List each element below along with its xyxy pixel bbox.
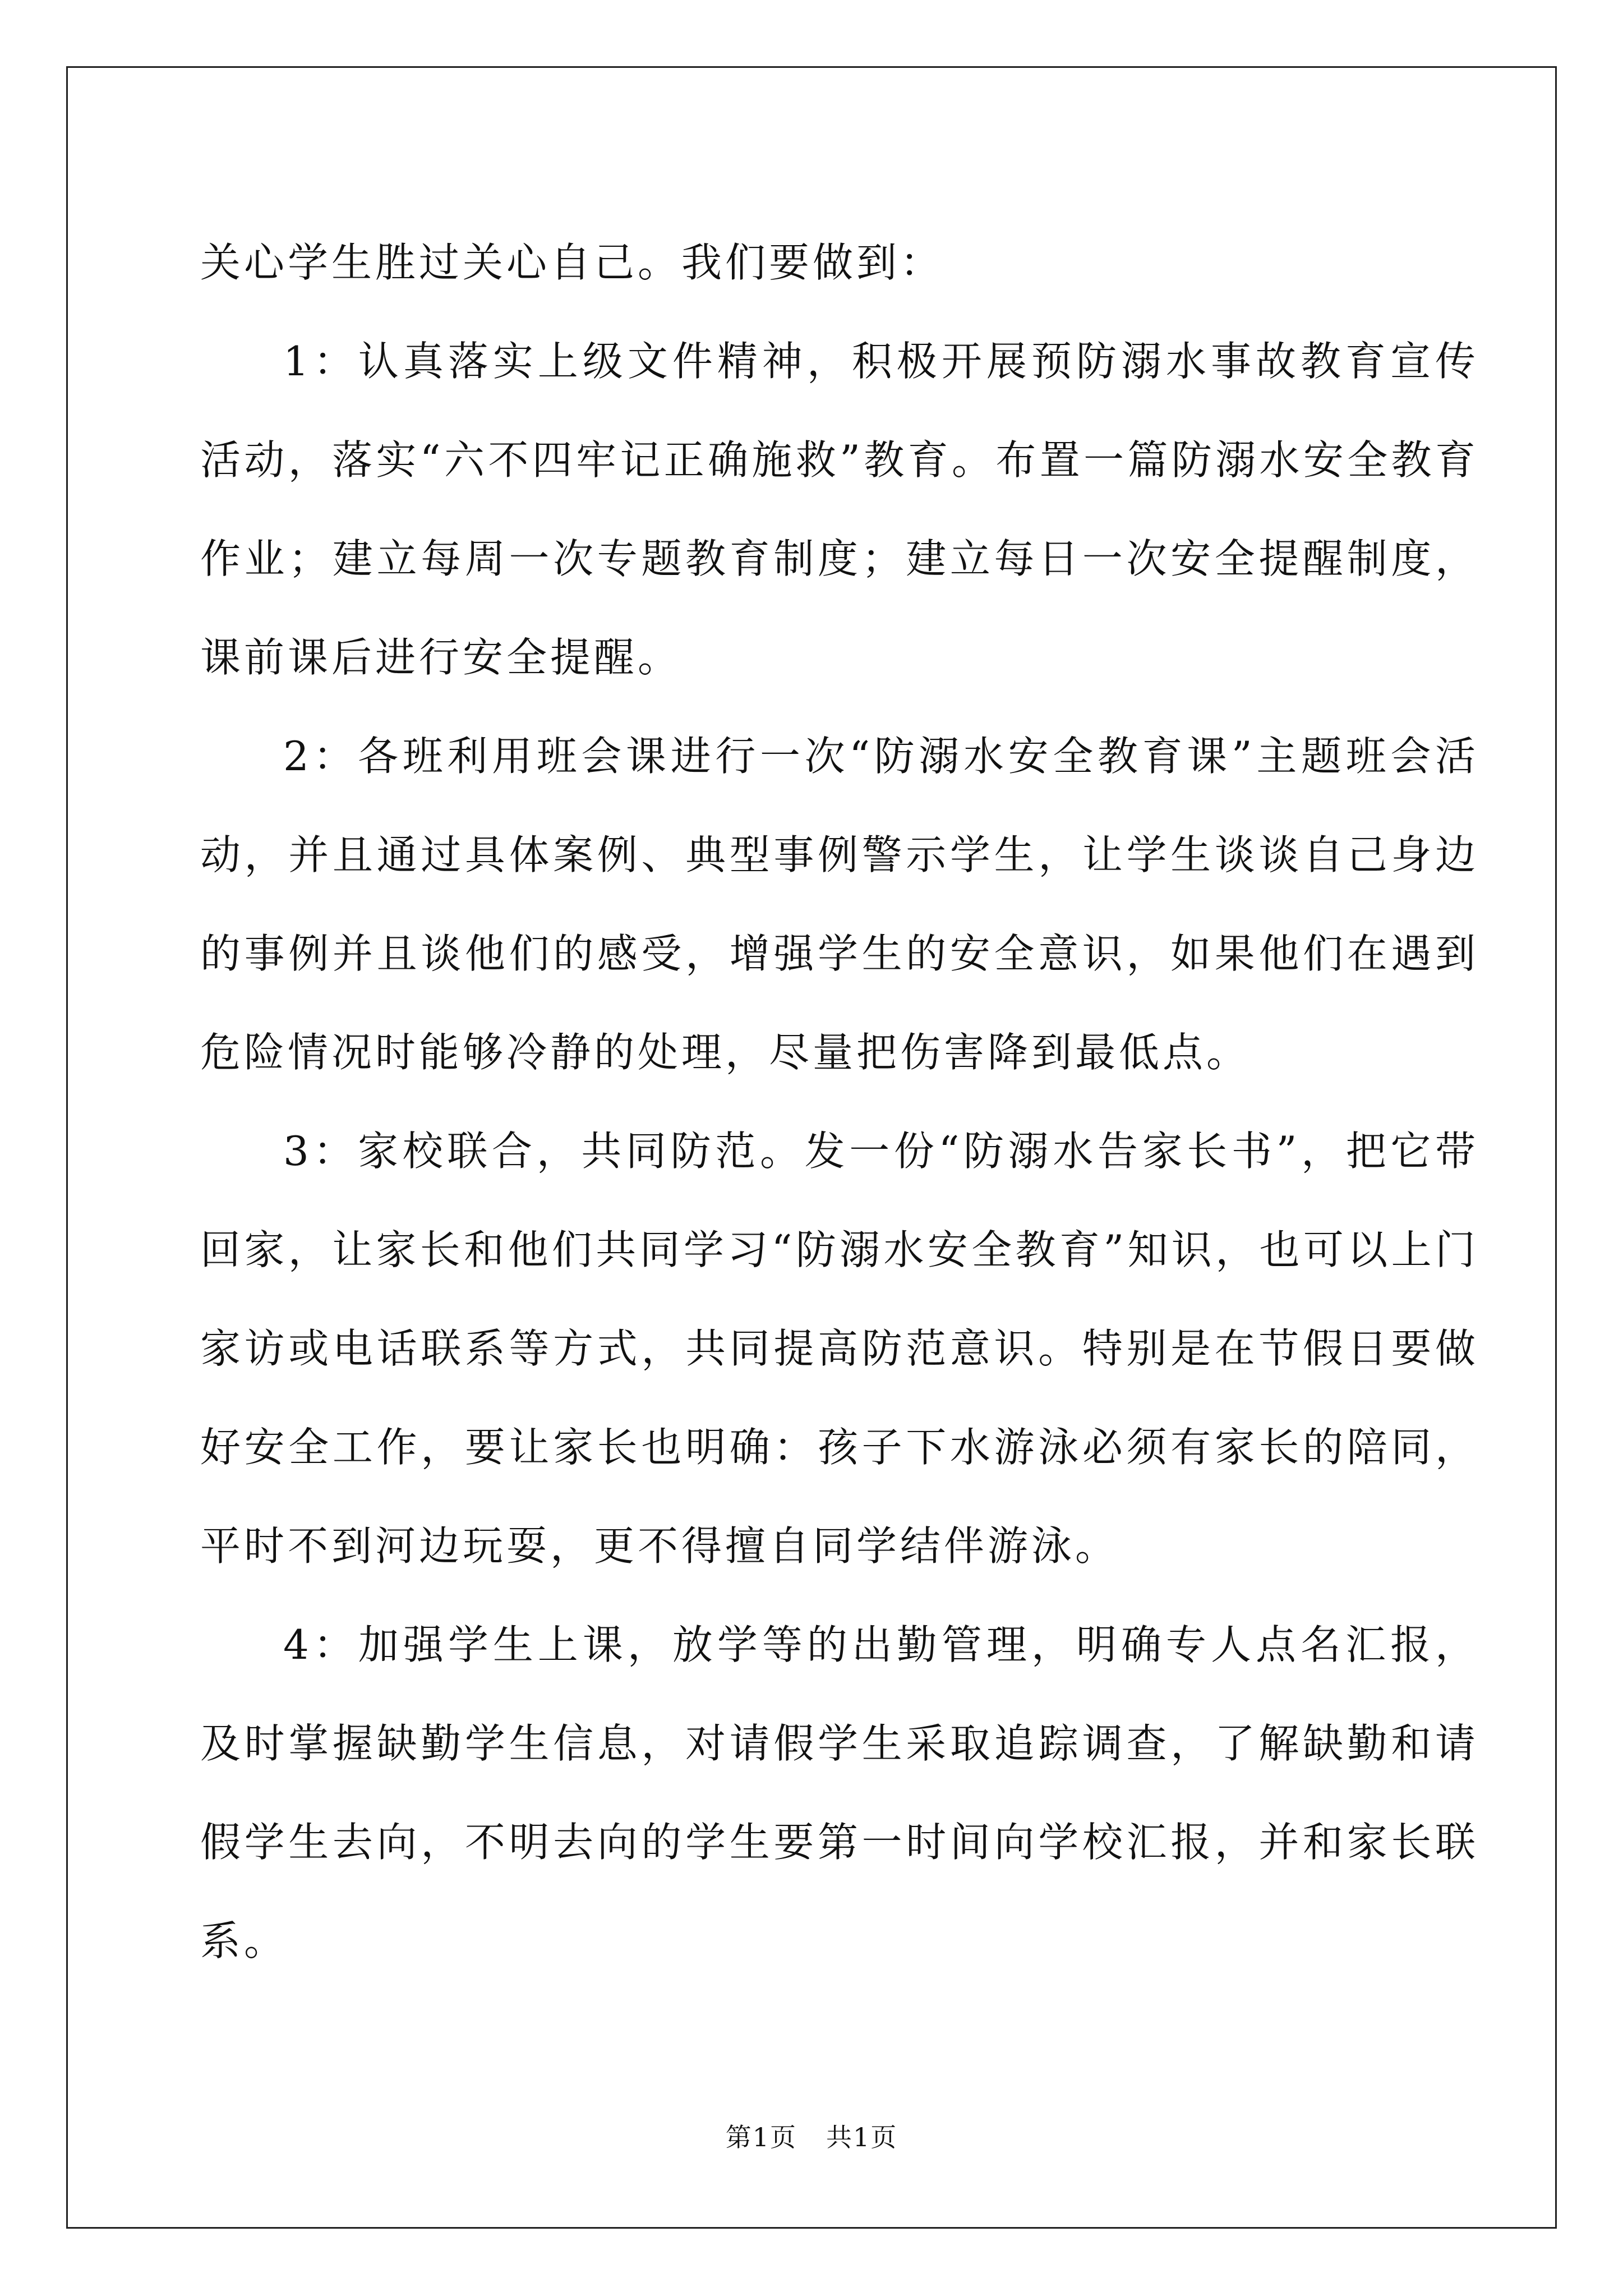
paragraph-item-2: 2：各班利用班会课进行一次“防溺水安全教育课”主题班会活动，并且通过具体案例、典型事例警示学生，让学生谈谈自己身边的事例并且谈他们的感受，增强学生的安全意识，如果他们在遇到危险情况时能够冷静的处理，尽量把伤害降到最低点。 <box>200 733 1479 1076</box>
paragraph-intro: 关心学生胜过关心自己。我们要做到： <box>200 239 944 286</box>
paragraph-item-3: 3：家校联合，共同防范。发一份“防溺水告家长书”，把它带回家，让家长和他们共同学习“防溺水安全教育”知识，也可以上门家访或电话联系等方式，共同提高防范意识。特别是在节假日要做好安全工作，要让家长也明确：孩子下水游泳必须有家长的陪同，平时不到河边玩耍，更不得擅自同学结伴游泳。 <box>200 1128 1479 1570</box>
page-number-current: 第1页 <box>725 2122 797 2152</box>
paragraph-item-1: 1：认真落实上级文件精神，积极开展预防溺水事故教育宣传活动，落实“六不四牢记正确施救”教育。布置一篇防溺水安全教育作业；建立每周一次专题教育制度；建立每日一次安全提醒制度，课前课后进行安全提醒。 <box>200 338 1479 681</box>
page-number-total: 共1页 <box>826 2122 898 2152</box>
paragraph-item-4: 4：加强学生上课，放学等的出勤管理，明确专人点名汇报，及时掌握缺勤学生信息，对请假学生采取追踪调查，了解缺勤和请假学生去向，不明去向的学生要第一时间向学校汇报，并和家长联系。 <box>200 1621 1479 1964</box>
page-footer <box>0 2120 1623 2154</box>
document-body <box>200 213 1479 1990</box>
